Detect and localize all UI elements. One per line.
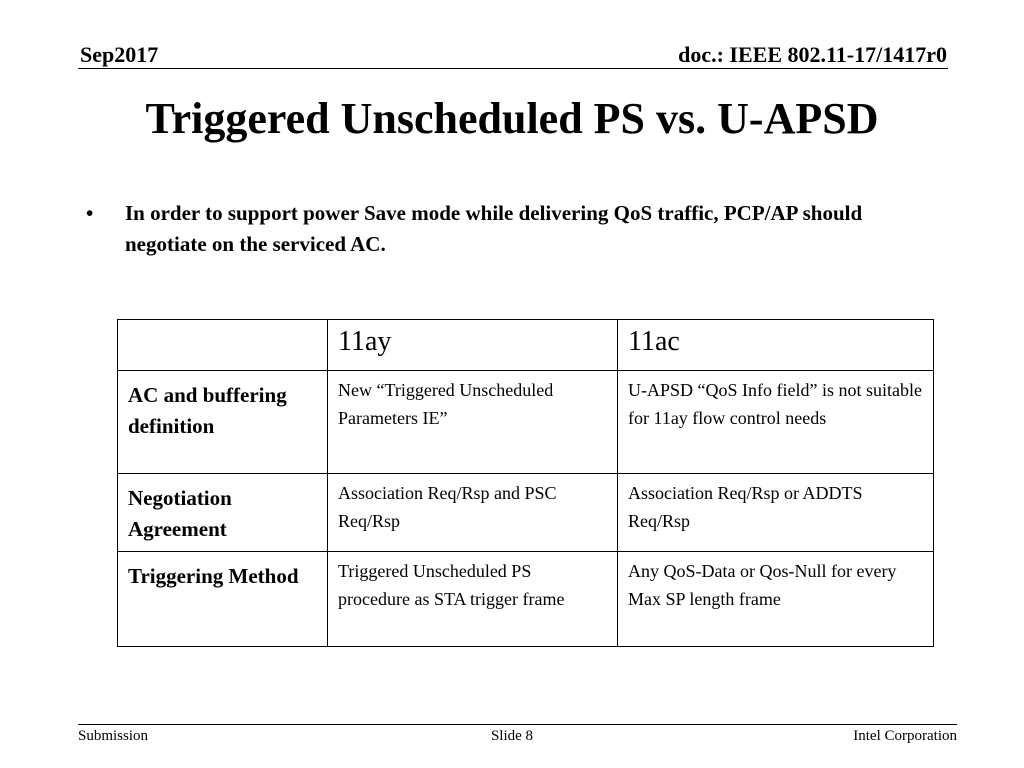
header-11ac: 11ac (628, 326, 680, 357)
cell-11ac: Association Req/Rsp or ADDTS Req/Rsp (628, 483, 863, 531)
table-cell-11ay (328, 474, 618, 552)
row-label: Negotiation Agreement (128, 486, 232, 541)
cell-11ac: U-APSD “QoS Info field” is not suitable for 11ay flow control needs (628, 380, 922, 428)
header-doc-id: doc.: IEEE 802.11-17/1417r0 (678, 42, 947, 67)
bullet-icon: • (86, 201, 94, 225)
cell-11ay: Association Req/Rsp and PSC Req/Rsp (338, 483, 557, 531)
row-label: AC and buffering definition (128, 383, 287, 438)
header-11ay: 11ay (338, 326, 392, 357)
table-cell-label (118, 474, 328, 552)
table-header-cell-11ay (328, 320, 618, 371)
footer-company: Intel Corporation (853, 728, 957, 744)
cell-11ay: Triggered Unscheduled PS procedure as STA trigger frame (338, 561, 565, 609)
cell-11ay: New “Triggered Unscheduled Parameters IE” (338, 380, 554, 428)
slide-title: Triggered Unscheduled PS vs. U-APSD (145, 94, 879, 143)
table-cell-label (118, 371, 328, 474)
table-row (118, 474, 934, 552)
table-cell-label (118, 552, 328, 647)
table-row (118, 552, 934, 647)
header-date: Sep2017 (80, 42, 159, 67)
cell-11ac: Any QoS-Data or Qos-Null for every Max SP length frame (628, 561, 897, 609)
table-cell-11ac (618, 552, 934, 647)
table-header-cell-11ac (618, 320, 934, 371)
table-row (118, 371, 934, 474)
table-cell-11ac (618, 371, 934, 474)
footer-divider (78, 724, 957, 725)
footer-submission: Submission (78, 728, 149, 744)
comparison-table (117, 319, 934, 647)
table-cell-11ay (328, 371, 618, 474)
header-divider (78, 68, 948, 69)
row-label: Triggering Method (128, 564, 299, 588)
table-header-row (118, 320, 934, 371)
table-header-cell-empty (118, 320, 328, 371)
bullet-text: In order to support power Save mode while delivering QoS traffic, PCP/AP should negotiate on the serviced AC. (125, 201, 863, 256)
table-cell-11ac (618, 474, 934, 552)
table-cell-11ay (328, 552, 618, 647)
footer-slide-number: Slide 8 (490, 728, 534, 744)
